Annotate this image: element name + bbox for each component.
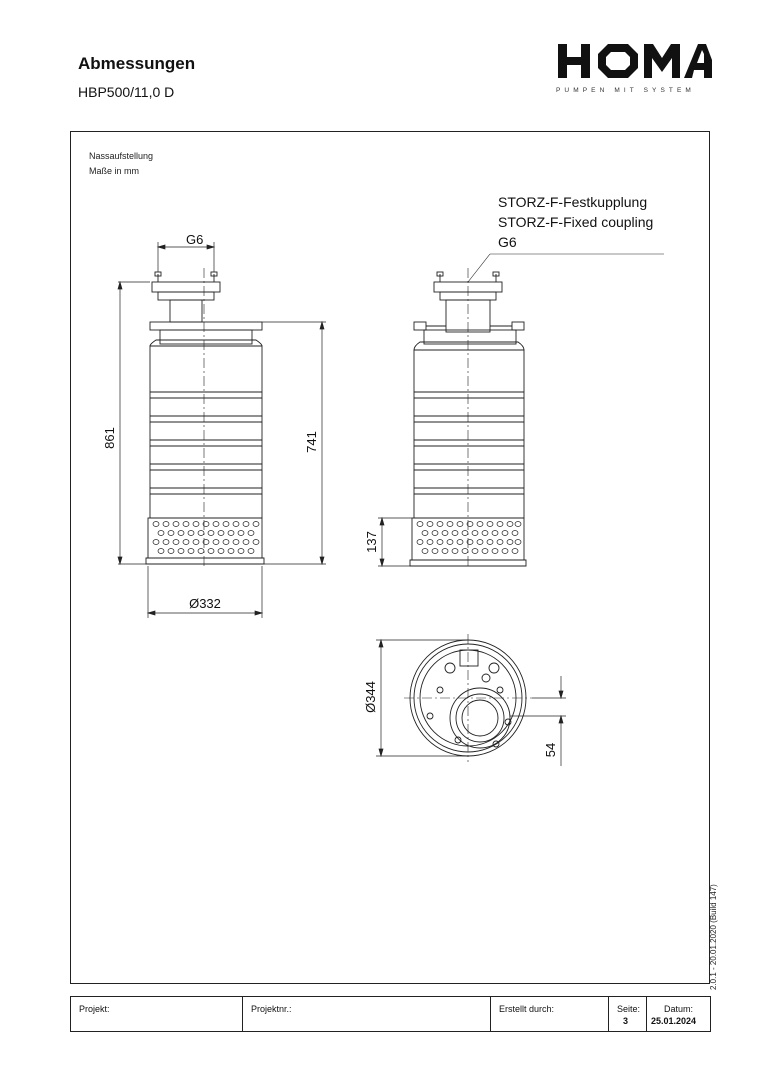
erstellt-cell — [491, 997, 609, 1031]
dimension-lines-right — [378, 518, 412, 566]
erstellt-label: Erstellt durch: — [499, 1004, 555, 1014]
seite-label: Seite: — [617, 1004, 641, 1014]
dim-body-height: 741 — [304, 431, 319, 453]
model-name: HBP500/11,0 D — [78, 84, 175, 100]
projektnr-label: Projektnr.: — [251, 1004, 292, 1014]
datum-cell — [647, 997, 710, 1031]
dim-offset: 54 — [543, 742, 558, 758]
dim-total-height: 861 — [102, 427, 117, 449]
pump-side-view-right — [410, 268, 526, 568]
units-note: Maße in mm — [89, 166, 140, 176]
callout-line-size: G6 — [498, 234, 517, 250]
pump-top-view — [404, 634, 532, 762]
dim-top-diameter: Ø344 — [363, 681, 378, 713]
title-block — [70, 996, 711, 1032]
projekt-label: Projekt: — [79, 1004, 110, 1014]
datum-value: 25.01.2024 — [651, 1016, 697, 1026]
dim-g6: G6 — [186, 232, 204, 247]
seite-cell — [609, 997, 647, 1031]
dim-base-diameter: Ø332 — [189, 596, 221, 611]
logo-tagline: PUMPEN MIT SYSTEM — [556, 87, 695, 94]
page-title: Abmessungen — [78, 54, 196, 73]
projektnr-cell — [243, 997, 491, 1031]
pump-side-view-left — [146, 268, 264, 566]
dimension-lines-left — [118, 242, 326, 618]
callout-line-en: STORZ-F-Fixed coupling — [498, 214, 654, 230]
callout-line-de: STORZ-F-Festkupplung — [498, 194, 648, 210]
installation-note: Nassaufstellung — [89, 151, 154, 161]
datum-label: Datum: — [663, 1004, 693, 1014]
dim-strainer-height: 137 — [364, 531, 379, 553]
projekt-cell — [71, 997, 243, 1031]
callout-leader — [468, 254, 664, 282]
seite-value: 3 — [623, 1016, 629, 1026]
version-info: 2.0.1 - 20.01.2020 (Build 147) — [709, 884, 718, 990]
dimension-lines-top — [376, 640, 566, 766]
